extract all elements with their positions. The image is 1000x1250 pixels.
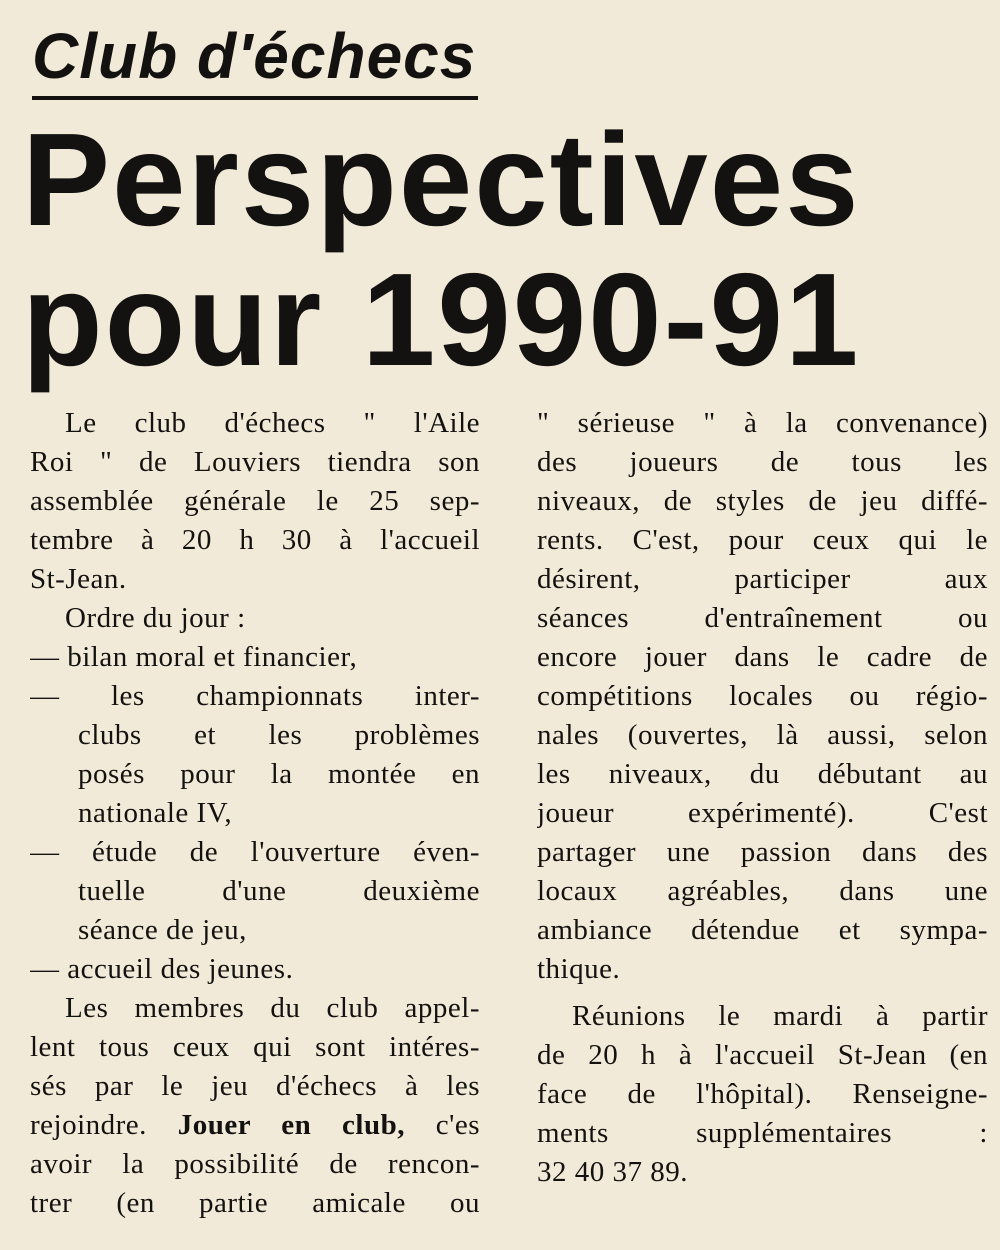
text-line: — les championnats inter- [30, 680, 480, 712]
text-line: ambiance détendue et sympa- [537, 914, 988, 946]
text-line: Réunions le mardi à partir [572, 1000, 988, 1032]
text-line: Roi " de Louviers tiendra son [30, 446, 480, 478]
text-line: tembre à 20 h 30 à l'accueil [30, 524, 480, 556]
text-line: lent tous ceux qui sont intéres- [30, 1031, 480, 1063]
text-line: sés par le jeu d'échecs à les [30, 1070, 480, 1102]
text-line: clubs et les problèmes [78, 719, 480, 751]
text-line: thique. [537, 953, 621, 985]
text-line: Le club d'échecs " l'Aile [65, 407, 480, 439]
text-line: — étude de l'ouverture éven- [30, 836, 480, 868]
text-line: " sérieuse " à la convenance) [537, 407, 988, 439]
text-line: posés pour la montée en [78, 758, 480, 790]
text-line: St-Jean. [30, 563, 127, 595]
text-line: encore jouer dans le cadre de [537, 641, 988, 673]
text-line: joueur expérimenté). C'est [537, 797, 988, 829]
text-line: nales (ouvertes, là aussi, selon [537, 719, 988, 751]
text-line: séance de jeu, [78, 914, 247, 946]
text-line: — accueil des jeunes. [30, 953, 294, 985]
text-line: des joueurs de tous les [537, 446, 988, 478]
text-line: Ordre du jour : [65, 602, 246, 634]
text-line: assemblée générale le 25 sep- [30, 485, 480, 517]
text-line: — bilan moral et financier, [30, 641, 358, 673]
text-line: tuelle d'une deuxième [78, 875, 480, 907]
text-line: désirent, participer aux [537, 563, 988, 595]
headline-line-1: Perspectives [22, 106, 861, 253]
text-line: séances d'entraînement ou [537, 602, 988, 634]
text-line: rents. C'est, pour ceux qui le [537, 524, 988, 556]
text-line: face de l'hôpital). Renseigne- [537, 1078, 988, 1110]
text-line: Les membres du club appel- [65, 992, 480, 1024]
text-line: avoir la possibilité de rencon- [30, 1148, 480, 1180]
text-line: 32 40 37 89. [537, 1156, 688, 1188]
text-line: partager une passion dans des [537, 836, 988, 868]
text-line: rejoindre. Jouer en club, c'es [30, 1109, 480, 1141]
text-line: trer (en partie amicale ou [30, 1187, 480, 1219]
section-kicker: Club d'échecs [32, 16, 478, 100]
text-line: de 20 h à l'accueil St-Jean (en [537, 1039, 988, 1071]
text-line: nationale IV, [78, 797, 233, 829]
article-column-right [537, 404, 988, 1192]
headline-line-2: pour 1990-91 [22, 246, 861, 393]
text-line: locaux agréables, dans une [537, 875, 988, 907]
bold-phrase: Jouer en club, [177, 1109, 405, 1141]
headline [22, 106, 992, 393]
text-line: les niveaux, du débutant au [537, 758, 988, 790]
text-line: niveaux, de styles de jeu diffé- [537, 485, 988, 517]
text-line: compétitions locales ou régio- [537, 680, 988, 712]
text-line: ments supplémentaires : [537, 1117, 988, 1149]
article-column-left [30, 404, 480, 1223]
